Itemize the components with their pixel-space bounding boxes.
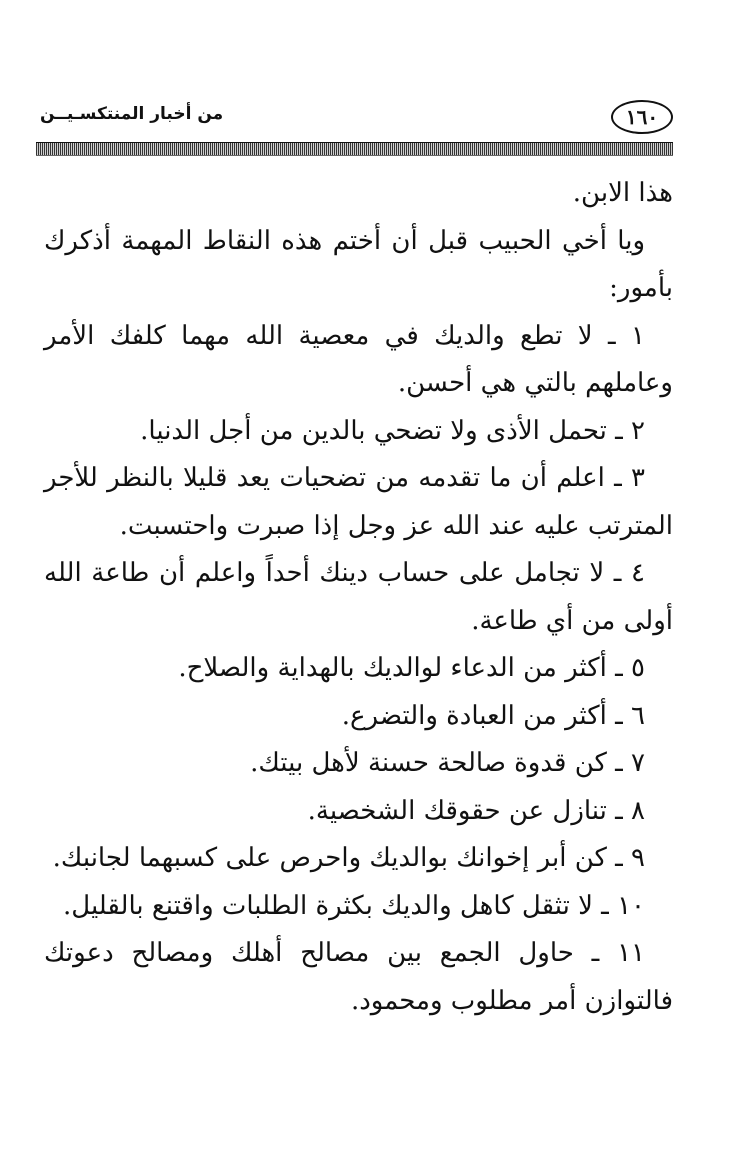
- list-item: ٤ ـ لا تجامل على حساب دينك أحداً واعلم أن طاعة الله أولى من أي طاعة.: [44, 558, 673, 636]
- body-text: [44, 170, 673, 1025]
- list-item: ٥ ـ أكثر من الدعاء لوالديك بالهداية والصلاح.: [178, 653, 645, 683]
- list-item: ٧ ـ كن قدوة صالحة حسنة لأهل بيتك.: [250, 748, 645, 778]
- paragraph: ويا أخي الحبيب قبل أن أختم هذه النقاط المهمة أذكرك بأمور:: [44, 225, 673, 303]
- list-item: ١٠ ـ لا تثقل كاهل والديك بكثرة الطلبات واقتنع بالقليل.: [63, 890, 645, 921]
- list-item: ٩ ـ كن أبر إخوانك بوالديك واحرص على كسبهما لجانبك.: [52, 843, 645, 873]
- list-item: ٦ ـ أكثر من العبادة والتضرع.: [341, 700, 645, 731]
- list-item: ١١ ـ حاول الجمع بين مصالح أهلك ومصالح دعوتك فالتوازن أمر مطلوب ومحمود.: [44, 938, 673, 1016]
- paragraph: هذا الابن.: [572, 178, 673, 208]
- list-item: ٢ ـ تحمل الأذى ولا تضحي بالدين من أجل الدنيا.: [140, 415, 645, 446]
- page-header: [36, 98, 673, 142]
- page-number: ١٦٠: [611, 100, 673, 134]
- running-title: من أخبار المنتكسـيــن: [40, 104, 224, 124]
- header-divider: [36, 142, 673, 156]
- list-item: ٨ ـ تنازل عن حقوقك الشخصية.: [307, 795, 645, 826]
- list-item: ٣ ـ اعلم أن ما تقدمه من تضحيات يعد قليلا بالنظر للأجر المترتب عليه عند الله عز وجل إذا صبرت واحتسبت.: [44, 463, 673, 541]
- list-item: ١ ـ لا تطع والديك في معصية الله مهما كلفك الأمر وعاملهم بالتي هي أحسن.: [44, 320, 673, 398]
